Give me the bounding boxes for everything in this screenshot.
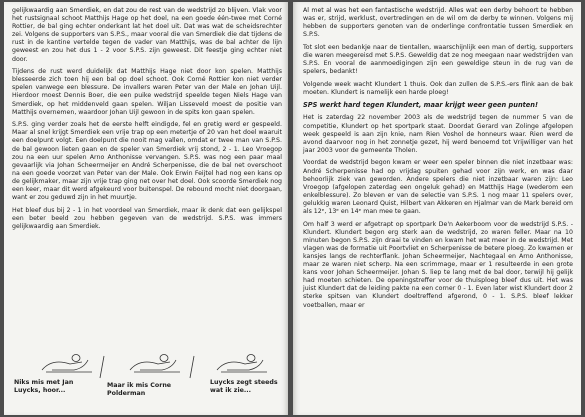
paragraph: Al met al was het een fantastische wedstrijd. Alles wat een derby behoort te hebben was er, strijd, werklust, overtredingen en de wil om de derby te winnen. Volgens mij hebben de supporters genoten van de onderlinge confrontatie tussen Smerdiek en S.P.S. [303,7,573,39]
right-page-text [303,7,573,314]
caption-1: Niks mis met Jan Luycks, hoor... [14,379,74,394]
paragraph: Om half 3 werd er afgetrapt op sportpark De'n Aekerboom voor de wedstrijd S.P.S. - Klundert. Klundert begon erg sterk aan de wedstrijd, zo waren feller. Maar na 10 minuten begon S.P.S. zijn draai te vinden en kwam het wat meer in de wedstrijd. Met vlagen was de formatie uit Poortvliet en Scherpenisse de betere ploeg. Zo kwamen er kansjes langs de rechterflank. Johan Scheermeijer, Nachtegaal en Arno Anthonisse, maar ze waren niet scherp. Na een scrimmage, maar er 1 resulteerde in een grote kans voor Johan Scheermeijer. Johan S. liep te lang met de bal door, terwijl hij gelijk had moeten schieten. De openingstreffer voor de thuisploeg bleef dus uit. Het was juist Klundert dat de leiding pakte na een corner 0 - 1. Even later wist Klundert door 2 sterke spitsen van Klundert doeltreffend afgerond, 0 - 1. S.P.S. bleef lekker voetballen, maar er [303,220,573,309]
cartoon-captions [12,379,282,409]
paragraph: Volgende week wacht Klundert 1 thuis. Ook dan zullen de S.P.S.-ers flink aan de bak moeten. Klundert is namelijk een harde ploeg! [303,80,573,96]
paragraph: Het bleef dus bij 2 - 1 in het voordeel van Smerdiek, maar ik denk dat een gelijkspel een beter beeld zou hebben gegeven van de wedstrijd. S.P.S. was immers gelijkwaardig aan Smerdiek. [12,206,282,230]
paragraph: Tot slot een bedankje naar de tientallen, waarschijnlijk een man of dertig, supporters die waren meegereisd met S.P.S. Geweldig dat ze nog meegaan naar wedstrijden van S.P.S. En vooral de aanmoedigingen zijn een geweldige steun in de rug van de spelers, bedankt! [303,43,573,76]
paragraph: Tijdens de rust werd duidelijk dat Matthijs Hage niet door kon spelen. Matthijs blesseerde zich toen hij een bal op doel schoot. Ook Corné Rottier kon niet verder spelen vanwege een blessure. De invallers waren Peter van der Male en Johan Uijl. Hierdoor moest Dennis Boer, die een puike wedstrijd speelde tegen Niels Hage van Smerdiek, op het middenveld gaan spelen. Wiljan Lisseveld moest de positie van Matthijs overnemen, waardoor Johan Uijl gewoon in de spits kon gaan spelen. [12,68,282,116]
paragraph: Het is zaterdag 22 november 2003 als de wedstrijd tegen de nummer 5 van de competitie, Klundert op het sportpark staat. Doordat Gerard van Zolinge afgelopen week gespeeld is aan zijn knie, nam Rien Voshol de honneurs waar. Rien werd de avond daarvoor nog in het zonnetje gezet, hij werd benoemd tot Vrijwilliger van het jaar 2003 voor de gemeente Tholen. [303,114,573,154]
left-page-text [12,7,282,235]
left-page [4,2,288,415]
cartoon-sketch [12,350,280,380]
caption-2: Maar ik mis Corne Polderman [107,382,172,397]
article-heading: SPS werkt hard tegen Klundert, maar krijgt weer geen punten! [303,101,538,110]
paragraph: Voordat de wedstrijd begon kwam er weer een speler binnen die niet inzetbaar was: André Scherpenisse had op vrijdag spuiten gehad voor zijn werk, en was daar behoorlijk ziek van geworden. Andere spelers die niet inzetbaar waren zijn: Leo Vroegop (afgelopen zaterdag een ongeluk gehad) en Matthijs Hage (wederom een enkelblessure). Zo bleven er van de selectie van S.P.S. 1 nog maar 11 spelers over, gelukkig waren Leonard Quist, Hilbert van Akkeren en Hjalmar van de Mark bereid om als 12ᵉ, 13ᵉ en 14ᵉ man mee te gaan. [303,159,573,215]
paragraph: gelijkwaardig aan Smerdiek, en dat zou de rest van de wedstrijd zo blijven. Vlak voor het rustsignaal schoot Matthijs Hage op het doel, na een goede één-twee met Corné Rottier, de bal ging echter onderkant lat het doel uit. Dat was wat de scheidsrechter zei. Volgens de supporters van S.P.S., maar vooral die van Smerdiek die dat tijdens de rust in de kantine vertelde tegen de vader van Matthijs, was de bal achter de lijn geweest en zou het dus 1 - 2 voor S.P.S. zijn geweest. Dit feestje ging echter niet door. [12,7,282,63]
right-page [293,2,581,415]
caption-3: Luycks zegt steeds wat ik zie... [210,379,278,394]
paragraph: S.P.S. ging verder zoals het de eerste helft eindigde, fel en gretig werd er gespeeld. Maar al snel krijgt Smerdiek een vrije trap op een metertje of 20 van het doel waaruit een doelpunt volgt. Een doelpunt die nooit mag vallen, omdat er twee man van S.P.S. de bal gewoon lieten gaan en de speler van Smerdiek vrij stond, 2 - 1. Leo Vroegop zou na een uur spelen Arno Anthonisse vervangen. S.P.S. was nog een paar maal gevaarlijk via Johan Scheermeijer en André Scherpenisse, die de bal net overschoot na een goede voorzet van Peter van der Male. Ook Erwin Feijtel had nog een kans op de gelijkmaker, maar zijn vrije trap ging net over het doel. Ook scoorde Smerdiek nog een keer, maar dit werd afgekeurd voor buitenspel. De rebound mocht niet doorgaan, want er zou geduwd zijn in het muurtje. [12,121,282,202]
